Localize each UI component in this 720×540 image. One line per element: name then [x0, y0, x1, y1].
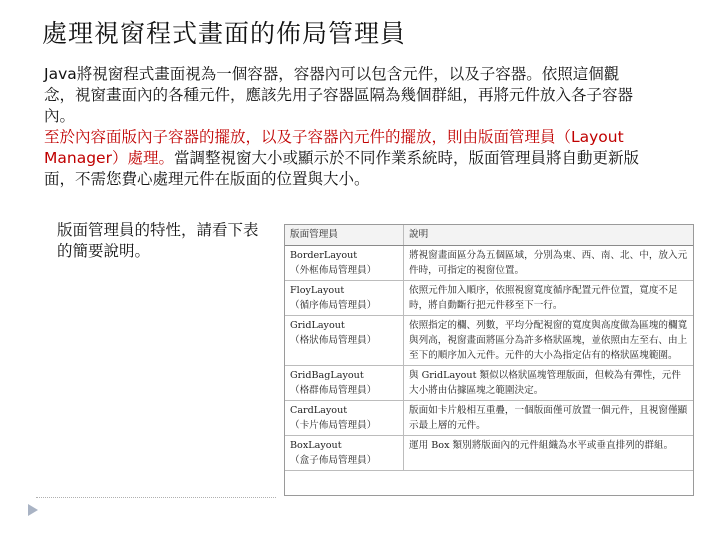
slide-title: 處理視窗程式畫面的佈局管理員 — [42, 19, 407, 48]
manager-cell — [285, 246, 404, 281]
paragraph-2-rest: 當調整視窗大小或顯示於不同作業系統時，版面管理員將自動更新版面，不需您費心處理元件在版面的位置與大小。 — [44, 149, 639, 188]
manager-cell — [285, 366, 404, 401]
manager-cell — [285, 281, 404, 316]
paragraph-1: Java將視窗程式畫面視為一個容器，容器內可以包含元件，以及子容器。依照這個觀念，視窗畫面內的各種元件，應該先用子容器區隔為幾個群組，再將元件放入各子容器內。 — [44, 65, 634, 125]
table-row — [285, 281, 693, 316]
manager-name: GridLayout — [290, 320, 345, 331]
manager-chinese-name: （循序佈局管理員） — [290, 300, 377, 311]
description-cell: 與 GridLayout 類似以格狀區塊管理版面，但較為有彈性，元件大小將由佔據區塊之範圍決定。 — [404, 366, 694, 401]
description-cell: 依照指定的欄、列數，平均分配視窗的寬度與高度做為區塊的欄寬與列高，視窗畫面將區分為許多格狀區塊，並依照由左至右、由上至下的順序加入元件。元件的大小為指定佔有的格狀區塊範圍。 — [404, 316, 694, 366]
paragraph-2 — [44, 127, 644, 190]
manager-name: FloyLayout — [290, 285, 345, 296]
manager-chinese-name: （外框佈局管理員） — [290, 265, 377, 276]
body-text — [44, 64, 644, 190]
manager-cell — [285, 436, 404, 471]
header-manager: 版面管理員 — [285, 225, 404, 246]
header-description: 說明 — [404, 225, 694, 246]
manager-chinese-name: （格群佈局管理員） — [290, 385, 377, 396]
layout-manager-table-image — [284, 224, 694, 496]
table-row — [285, 316, 693, 366]
manager-name: BorderLayout — [290, 250, 358, 261]
description-cell: 將視窗畫面區分為五個區域，分別為東、西、南、北、中，放入元件時，可指定的視窗位置。 — [404, 246, 694, 281]
table-row — [285, 401, 693, 436]
paragraph-2-highlight: 至於內容面版內子容器的擺放，以及子容器內元件的擺放，則由版面管理員（Layout Manager）處理。 — [44, 128, 624, 167]
manager-name: CardLayout — [290, 405, 348, 416]
next-slide-arrow-icon[interactable] — [28, 504, 38, 516]
table-intro-text: 版面管理員的特性，請看下表的簡要說明。 — [57, 221, 259, 260]
footer-divider — [36, 497, 276, 498]
table-row — [285, 366, 693, 401]
table-row — [285, 436, 693, 471]
manager-name: GridBagLayout — [290, 370, 364, 381]
description-cell: 運用 Box 類別將版面內的元件組織為水平或垂直排列的群組。 — [404, 436, 694, 471]
manager-chinese-name: （盒子佈局管理員） — [290, 455, 377, 466]
table-header-row — [285, 225, 693, 246]
manager-chinese-name: （卡片佈局管理員） — [290, 420, 377, 431]
description-cell: 版面如卡片般相互重疊，一個版面僅可放置一個元件，且視窗僅顯示最上層的元件。 — [404, 401, 694, 436]
layout-manager-table — [285, 225, 693, 471]
manager-cell — [285, 401, 404, 436]
manager-chinese-name: （格狀佈局管理員） — [290, 335, 377, 346]
manager-cell — [285, 316, 404, 366]
description-cell: 依照元件加入順序，依照視窗寬度循序配置元件位置，寬度不足時，將自動斷行把元件移至下一行。 — [404, 281, 694, 316]
manager-name: BoxLayout — [290, 440, 342, 451]
table-row — [285, 246, 693, 281]
